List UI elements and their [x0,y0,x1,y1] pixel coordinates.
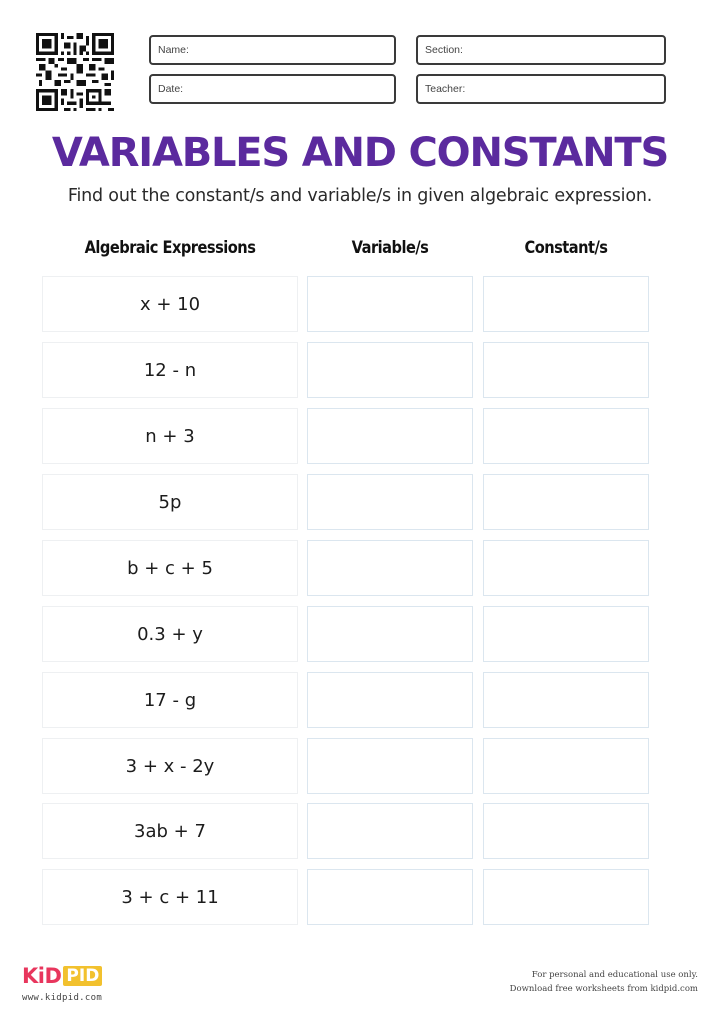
table-row [0,606,720,662]
footer-note-line-2: Download free worksheets from kidpid.com [509,984,698,994]
expression-text: 3ab + 7 [134,820,206,842]
name-label: Name: [158,44,189,56]
qr-code-icon [35,33,115,111]
constants-answer-box[interactable] [483,606,649,662]
expression-text: 0.3 + y [137,623,203,645]
kidpid-logo [22,965,102,987]
constants-answer-box[interactable] [483,276,649,332]
instructions: Find out the constant/s and variable/s in given algebraic expression. [67,186,653,206]
logo-pid-text: PID [63,966,102,986]
constants-answer-box[interactable] [483,803,649,859]
expression-text: b + c + 5 [127,557,213,579]
constants-answer-box[interactable] [483,869,649,925]
expression-cell [42,672,298,728]
table-row [0,408,720,464]
constants-answer-box[interactable] [483,474,649,530]
table-row [0,869,720,925]
table-row [0,342,720,398]
variables-answer-box[interactable] [307,672,473,728]
constants-answer-box[interactable] [483,342,649,398]
variables-answer-box[interactable] [307,342,473,398]
expression-text: 12 - n [143,359,197,381]
table-row [0,276,720,332]
section-label: Section: [425,44,463,56]
page-title: VARIABLES AND CONSTANTS [51,130,669,176]
expression-text: 17 - g [143,689,197,711]
logo-kid-text: KiD [22,964,62,988]
table-row [0,738,720,794]
expression-cell [42,869,298,925]
expression-text: 5p [158,491,182,513]
column-header-variables: Variable/s [351,238,429,258]
footer-note [510,968,698,996]
variables-answer-box[interactable] [307,738,473,794]
constants-answer-box[interactable] [483,408,649,464]
variables-answer-box[interactable] [307,803,473,859]
expression-text: x + 10 [139,293,201,315]
expression-text: 3 + c + 11 [121,886,219,908]
teacher-field[interactable] [416,74,666,104]
variables-answer-box[interactable] [307,606,473,662]
name-field[interactable] [149,35,396,65]
column-header-expressions: Algebraic Expressions [84,238,256,258]
table-row [0,540,720,596]
expression-cell [42,474,298,530]
expression-cell [42,803,298,859]
expression-cell [42,408,298,464]
expression-cell [42,342,298,398]
column-header-constants: Constant/s [524,238,608,258]
date-label: Date: [158,83,184,95]
teacher-label: Teacher: [425,83,466,95]
variables-answer-box[interactable] [307,276,473,332]
section-field[interactable] [416,35,666,65]
table-row [0,803,720,859]
table-row [0,474,720,530]
qr-code [35,33,115,111]
expression-text: 3 + x - 2y [125,755,215,777]
variables-answer-box[interactable] [307,869,473,925]
expression-cell [42,276,298,332]
variables-answer-box[interactable] [307,408,473,464]
expression-cell [42,606,298,662]
expression-text: n + 3 [145,425,195,447]
variables-answer-box[interactable] [307,540,473,596]
table-row [0,672,720,728]
constants-answer-box[interactable] [483,540,649,596]
constants-answer-box[interactable] [483,738,649,794]
logo-url: www.kidpid.com [22,993,103,1003]
variables-answer-box[interactable] [307,474,473,530]
date-field[interactable] [149,74,396,104]
footer-note-line-1: For personal and educational use only. [531,970,698,980]
constants-answer-box[interactable] [483,672,649,728]
expression-cell [42,540,298,596]
expression-cell [42,738,298,794]
